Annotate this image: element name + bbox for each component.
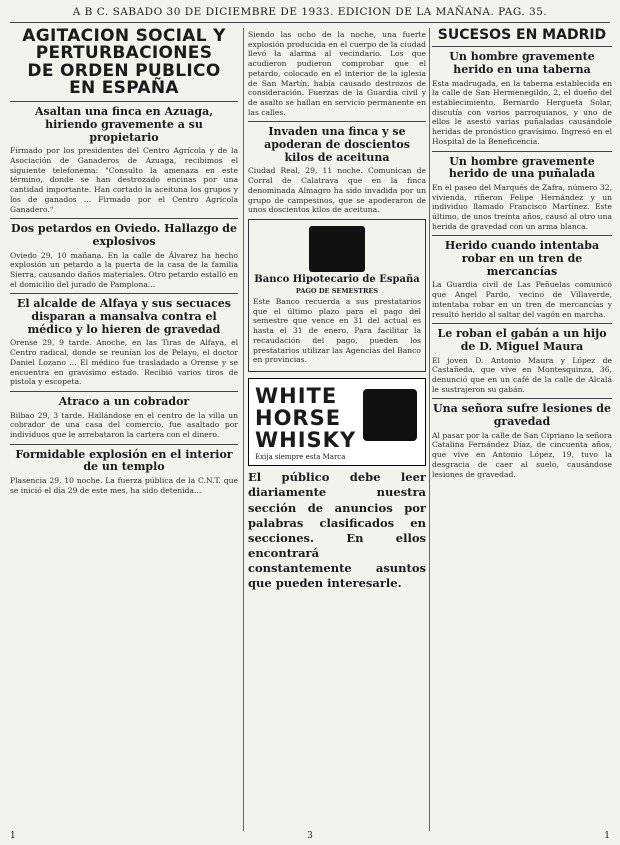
classified-notice: El público debe leer diariamente nuestra sección de anuncios por palabras clasificados en secciones. En ellos encontrará constantemente asuntos que pueden interesarle. [248,470,426,591]
subhead-gaban: Le roban el gabán a un hijo de D. Miguel Maura [437,327,607,353]
horse-emblem-icon [363,389,417,441]
whisky-brand-line-1: WHITE HORSE [255,384,342,431]
page-footer [10,831,610,843]
subhead-oviedo: Dos petardos en Oviedo. Hallazgo de explosivos [11,222,237,248]
article-alfaya: Orense 29, 9 tarde. Anoche, en las Tiras de Alfaya, el Centro radical, donde se reunían los de Pelayo, el doctor Daniel Lozano ... El médico fue trasladado a Orense y se encuentra en gravísimo estado. Recibió varios tiros de pistola y escopeta. [10,338,238,387]
main-headline-line-2: PERTURBACIONES [35,43,213,64]
subhead-alfaya: El alcalde de Alfaya y sus secuaces disparan a mansalva contra el médico y lo hieren de gravedad [16,297,231,336]
bank-ad-title: Banco Hipotecario de España [254,273,420,285]
whisky-advertisement [248,378,426,466]
article-explosion: Plasencia 29, 10 noche. La fuerza pública de la C.N.T. que se inició el día 29 de este mes, ha sido detenida... [10,476,238,495]
footer-mark-right: 1 [604,831,610,841]
column-right [432,28,612,481]
subhead-senora: Una señora sufre lesiones de gravedad [433,402,611,429]
column-left [10,28,238,497]
page-header: A B C. SABADO 30 DE DICIEMBRE DE 1933. EDICION DE LA MAÑANA. PAG. 35. [10,6,610,23]
article-templo-cont: Siendo las ocho de la noche, una fuerte explosión producida en el cuerpo de la ciudad llevó la alarma al vecindario. Los que acudieron pudieron comprobar que el petardo, colocado en el interior de la iglesia de San Martín, había causado destrozos de consideración. Fuerzas de la Guardia civil y de asalto se hallan en servicio permanente en las calles. [248,30,426,117]
whisky-brand-line-2: WHISKY [255,428,357,453]
article-aceituna: Ciudad Real, 29, 11 noche. Comunican de Corral de Calatrava que en la finca denominada Almagro ha sido invadida por un grupo de campesinos, que se apoderaron de unos doscientos kilos de aceituna. [248,166,426,215]
article-atraco: Bilbao 29, 3 tarde. Hallándose en el centro de la villa un cobrador de una casa del comercio, fue asaltado por individuos que le arrebataron la cartera con el dinero. [10,410,238,440]
main-headline-line-3: DE ORDEN PUBLICO [27,60,221,81]
bank-ad-subtitle: PAGO DE SEMESTRES [295,286,379,295]
whisky-tagline: Exija siempre esta Marca [255,453,346,462]
main-headline-line-4: EN ESPAÑA [69,77,179,98]
article-punalada: En el paseo del Marqués de Zafra, número 32, vivienda, riñeron Felipe Hernández y un individuo llamado Francisco Martínez. Este último, de unos treinta años, causó al otro una herida de gravedad con un arma blanca. [432,182,612,231]
subhead-punalada: Un hombre gravemente herido de una puñalada [448,154,596,181]
column-middle [248,28,426,592]
subhead-taberna: Un hombre gravemente herido en una taberna [449,50,595,76]
column-divider [429,28,430,831]
main-headline [10,28,238,97]
article-taberna: Esta madrugada, en la taberna establecida en la calle de San Hermenegildo, 2, el dueño del establecimiento, Bernardo Hergueta Solar, discutía con varios parroquianos, y uno de ellos le asestó varias puñaladas causándole heridas de pronóstico gravísimo. Ingresó en el Hospital de la Beneficencia. [432,78,612,146]
footer-mark-left: 1 [10,831,16,841]
subhead-atraco: Atraco a un cobrador [58,394,190,408]
main-headline-line-1: AGITACION SOCIAL Y [22,28,226,46]
article-azuaga: Firmado por los presidentes del Centro Agrícola y de la Asociación de Ganaderos de Azuaga, recibimos el siguiente telefonema: "Consulto la amenaza en este término, donde se han destrozado encinas por una cantidad importante. Han cortado la aceituna los grupos y los de ganados ... Firmado por el Centro Agrícola Ganadero." [10,146,238,214]
article-senora: Al pasar por la calle de San Cipriano la señora Catalina Fernández Díaz, de cincuenta años, que vive en Antonio López, 19, tuvo la desgracia de caer al suelo, causándose lesiones de gravedad. [432,430,612,479]
subhead-aceituna: Invaden una finca y se apoderan de doscientos kilos de aceituna [264,125,410,164]
subhead-tren: Herido cuando intentaba robar en un tren de mercancías [444,239,600,278]
bank-advertisement [248,219,426,372]
coat-of-arms-icon [309,226,365,272]
article-gaban: El joven D. Antonio Maura y López de Castañeda, que vive en Montesquinza, 36, denunció que en un café de la calle de Alcalá le sustrajeron su gabán. [432,355,612,394]
section-title: SUCESOS EN MADRID [437,28,607,43]
column-divider [243,28,244,831]
article-oviedo: Oviedo 29, 10 mañana. En la calle de Álvarez ha hecho explosión un petardo a la puerta de la casa de la familia Sierra, causando daños materiales. Otro petardo estalló en el domicilio del jurado de Pamplona... [10,250,238,289]
subhead-explosion: Formidable explosión en el interior de un templo [15,447,233,474]
article-tren: La Guardia civil de Las Peñuelas comunicó que Angel Pardo, vecino de Villaverde, intentaba robar en un tren de mercancías y resultó herido al saltar del vagón en marcha. [432,280,612,319]
footer-mark-center: 3 [307,831,313,841]
subhead-azuaga: Asaltan una finca en Azuaga, hiriendo gravemente a su propietario [34,105,214,144]
bank-ad-body: Este Banco recuerda a sus prestatarios que el último plazo para el pago del semestre que vence en 31 del actual es hasta el 31 de enero. Para facilitar la recaudación del pago, pueden los prestatarios utilizar las Agencias del Banco en provincias. [253,296,421,365]
